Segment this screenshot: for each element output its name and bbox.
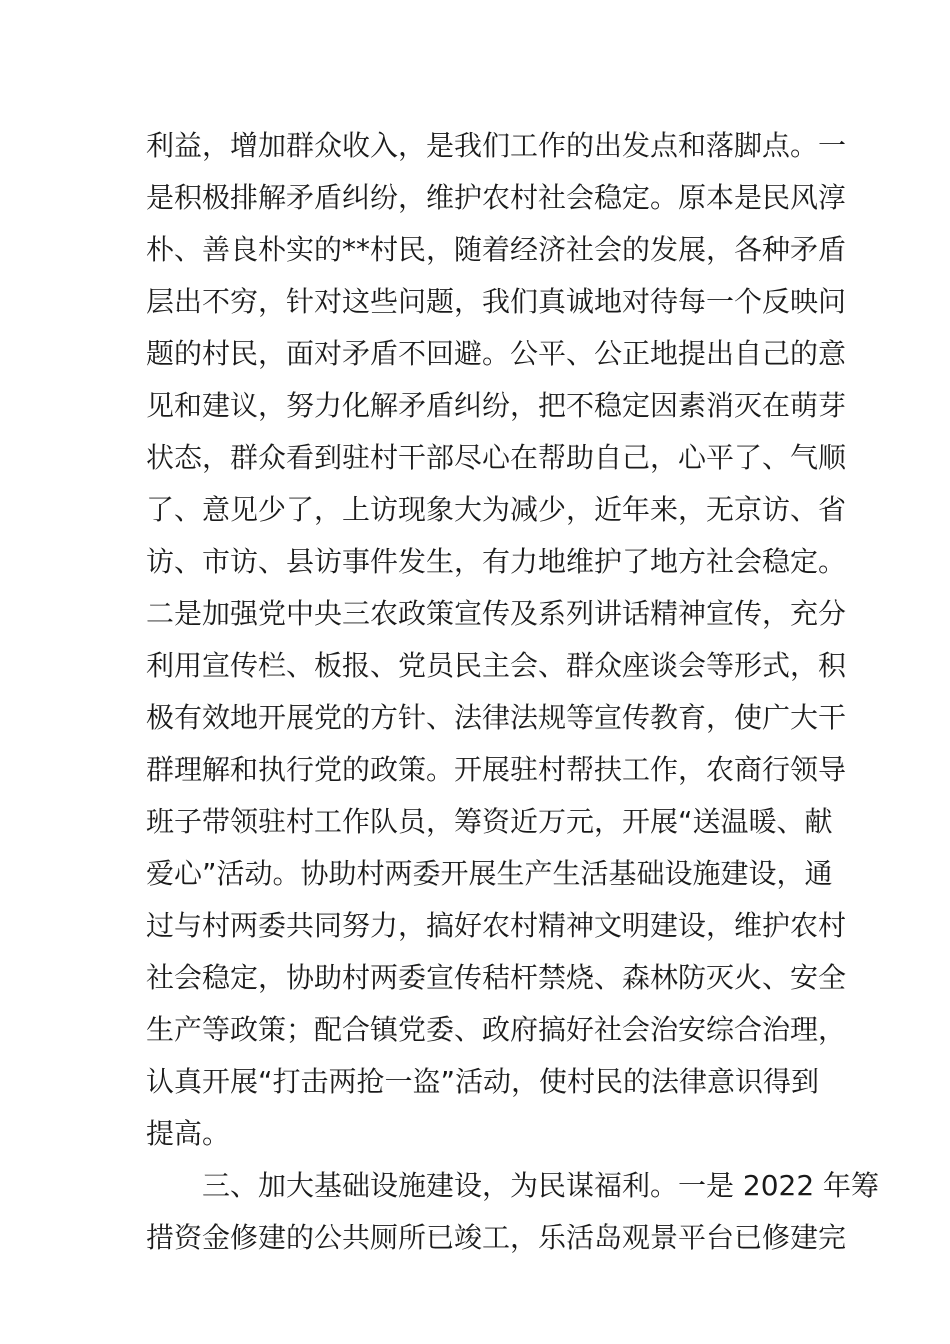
text-line: 班子带领驻村工作队员，筹资近万元，开展“送温暖、献 bbox=[146, 805, 833, 838]
text-line: 利用宣传栏、板报、党员民主会、群众座谈会等形式，积 bbox=[146, 649, 847, 682]
text-line: 朴、善良朴实的**村民，随着经济社会的发展，各种矛盾 bbox=[146, 233, 847, 266]
text-line: 群理解和执行党的政策。开展驻村帮扶工作，农商行领导 bbox=[146, 753, 847, 786]
text-line: 措资金修建的公共厕所已竣工，乐活岛观景平台已修建完 bbox=[146, 1221, 847, 1254]
text-line: 见和建议，努力化解矛盾纠纷，把不稳定因素消灭在萌芽 bbox=[146, 389, 847, 422]
text-line: 状态，群众看到驻村干部尽心在帮助自己，心平了、气顺 bbox=[146, 441, 847, 474]
text-line: 社会稳定，协助村两委宣传秸杆禁烧、森林防灭火、安全 bbox=[146, 961, 847, 994]
text-line: 是积极排解矛盾纠纷，维护农村社会稳定。原本是民风淳 bbox=[146, 181, 847, 214]
paragraph-end-line: 提高。 bbox=[146, 1117, 231, 1150]
text-line: 二是加强党中央三农政策宣传及系列讲话精神宣传，充分 bbox=[146, 597, 847, 630]
text-line: 生产等政策；配合镇党委、政府搞好社会治安综合治理， bbox=[146, 1013, 847, 1046]
text-line: 过与村两委共同努力，搞好农村精神文明建设，维护农村 bbox=[146, 909, 847, 942]
section-heading-line: 三、加大基础设施建设，为民谋福利。一是 2022 年筹 bbox=[202, 1169, 880, 1202]
body-text bbox=[146, 128, 880, 1272]
text-line: 题的村民，面对矛盾不回避。公平、公正地提出自己的意 bbox=[146, 337, 847, 370]
text-line: 爱心”活动。协助村两委开展生产生活基础设施建设，通 bbox=[146, 857, 833, 890]
text-line: 认真开展“打击两抢一盗”活动，使村民的法律意识得到 bbox=[146, 1065, 820, 1098]
text-line: 极有效地开展党的方针、法律法规等宣传教育，使广大干 bbox=[146, 701, 847, 734]
text-line: 了、意见少了，上访现象大为减少，近年来，无京访、省 bbox=[146, 493, 847, 526]
text-line: 利益，增加群众收入，是我们工作的出发点和落脚点。一 bbox=[146, 129, 847, 162]
text-line: 层出不穷，针对这些问题，我们真诚地对待每一个反映问 bbox=[146, 285, 847, 318]
text-line: 访、市访、县访事件发生，有力地维护了地方社会稳定。 bbox=[146, 545, 847, 578]
